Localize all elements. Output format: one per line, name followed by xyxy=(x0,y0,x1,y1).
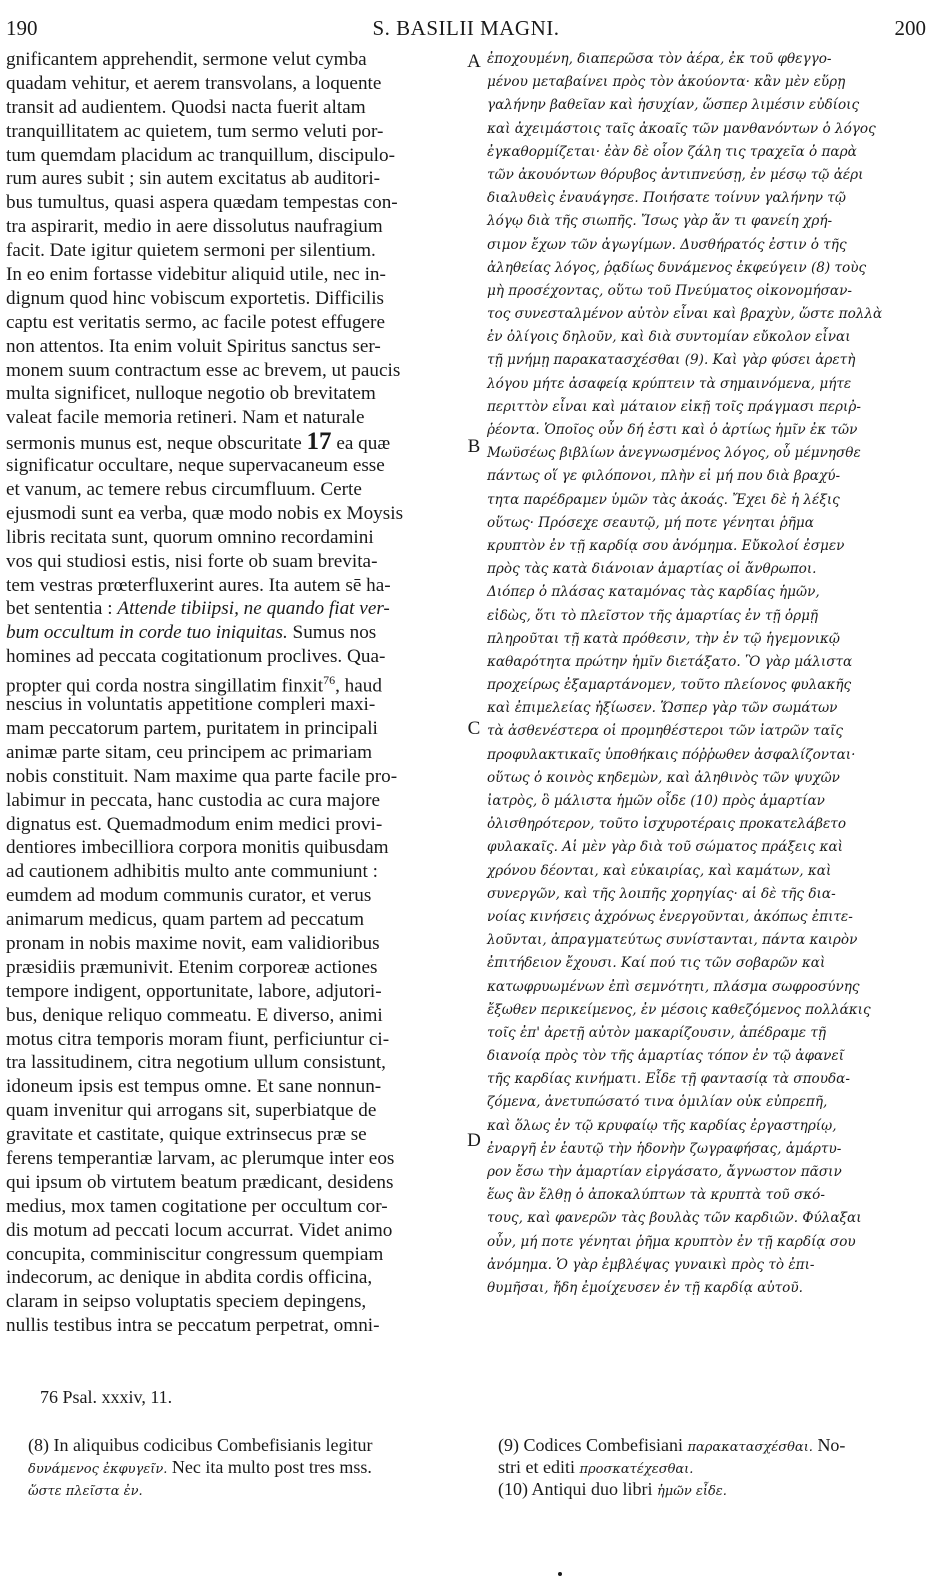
latin-line: dignatus est. Quemadmodum enim medici provi- xyxy=(6,813,383,835)
latin-text: , haud xyxy=(335,675,382,697)
latin-line xyxy=(6,430,462,454)
greek-line: καὶ ὅλως ἐν τῷ κρυφαίῳ τῆς καρδίας ἐργαστηρίῳ, xyxy=(487,1117,837,1134)
latin-line: quadam vehitur, et aerem transvolans, a loquente xyxy=(6,72,382,94)
greek-line: ἔξωθεν περικείμενος, ἐν μέσοις καθεζόμενος πολλάκις xyxy=(487,1001,871,1018)
latin-line: nullis testibus intra se peccatum perpetrat, omni- xyxy=(6,1315,380,1337)
greek-line: ἰατρὸς, ὃ μάλιστα ἡμῶν οἶδε (10) πρὸς ἁμαρτίαν xyxy=(487,793,825,809)
greek-line: μὴ προσέχοντας, οὕτω τοῦ Πνεύματος οἰκονομήσαν- xyxy=(487,282,852,299)
latin-text: bet sententia : xyxy=(6,598,118,620)
greek-line: ζόμενα, ἀνετυπώσατό τινα ὁμιλίαν οὐκ εὐπρεπῆ, xyxy=(487,1094,828,1111)
latin-line: ejusmodi sunt ea verba, quæ modo nobis ex Moysis xyxy=(6,502,404,524)
greek-line: πληροῦται τῇ κατὰ πρόθεσιν, τὴν ἐν τῷ ἡγεμονικῷ xyxy=(487,630,840,647)
greek-line: τῇ μνήμῃ παρακατασχέσθαι (9). Καὶ γὰρ φύσει ἀρετὴ xyxy=(487,352,856,369)
latin-text: propter qui corda nostra singillatim finxit xyxy=(6,675,324,697)
greek-line: περιττὸν εἶναι καὶ μάταιον εἰκῇ τοῖς πράγμασι περιῤ- xyxy=(487,398,861,415)
latin-line: gnificantem apprehendit, sermone velut cymba xyxy=(6,49,367,70)
footnote-10-line xyxy=(498,1478,918,1500)
latin-line: et vanum, ac temere rebus circumfluum. Certe xyxy=(6,479,362,501)
greek-line: ρον ἔσω τὴν ἁμαρτίαν εἰργάσατο, ἄγνωστον πᾶσιν xyxy=(487,1164,842,1180)
latin-line: vos qui studiosi estis, nisi forte ob suam brevita- xyxy=(6,550,378,572)
margin-letter-d: D xyxy=(467,1130,481,1151)
latin-line: libris recitata sunt, quorum omnino recordamini xyxy=(6,526,374,548)
latin-line: captu est veritatis sermo, ac facile potest effugere xyxy=(6,311,385,333)
greek-line: οὖν, μή ποτε γένηται ῥῆμα κρυπτὸν ἐν τῇ καρδίᾳ σου xyxy=(487,1233,856,1250)
latin-text: ea quæ xyxy=(331,433,391,455)
greek-line: γαλήνην βαθεῖαν καὶ ἡσυχίαν, ὥσπερ λιμέσιν εὐδίοις xyxy=(487,97,860,114)
latin-column xyxy=(6,48,462,1338)
latin-line: multa significet, nulloque negotio ob brevitatem xyxy=(6,383,376,405)
greek-line: καὶ ἐπιμελείας ἠξίωσεν. Ὥσπερ γὰρ τῶν σωμάτων xyxy=(487,700,838,717)
latin-line: tra lassitudinem, citra negotium ullum consistunt, xyxy=(6,1052,386,1074)
latin-line: ferens temperantiæ larvam, ac plerumque inter eos xyxy=(6,1147,395,1169)
greek-line: Διόπερ ὁ πλάσας καταμόνας τὰς καρδίας ἡμῶν, xyxy=(487,584,820,601)
latin-line: significatur occultare, neque supervacaneum esse xyxy=(6,455,385,477)
latin-line: dignum quod hinc vobiscum exportetis. Difficilis xyxy=(6,287,385,309)
greek-line: πάντως οἵ γε φιλόπονοι, πλὴν εἰ μή που διὰ βραχύ- xyxy=(487,468,841,485)
greek-line: πρὸς τὰς κατὰ διάνοιαν ἁμαρτίας οἱ ἄνθρωποι. xyxy=(487,561,817,578)
page-number-left: 190 xyxy=(6,16,38,40)
page-header xyxy=(6,16,926,42)
greek-line: τῆς καρδίας κινήματι. Εἶδε τῇ φαντασίᾳ τὰ σπουδα- xyxy=(487,1071,850,1088)
scripture-quote: bum occultum in corde tuo iniquitas. xyxy=(6,622,288,644)
latin-line: bus, denique reliquo commeatu. E diverso, animi xyxy=(6,1004,383,1026)
greek-line: ὀλισθηρότερον, τοῦτο ἰσχυροτέραις προκατελάβετο xyxy=(487,816,847,833)
greek-line: λόγου μήτε ἀσαφείᾳ κρύπτειν τὰ σημαινόμενα, μήτε xyxy=(487,375,852,392)
greek-line: θυμῆσαι, ἤδη ἐμοίχευσεν ἐν τῇ καρδίᾳ αὐτοῦ. xyxy=(487,1279,803,1296)
greek-line: ἀνόμημα. Ὁ γὰρ ἐμβλέψας γυναικὶ πρὸς τὸ ἐπι- xyxy=(487,1256,815,1273)
greek-line: ἐπιτήδειον ἔχουσι. Καί πού τις τῶν σοβαρῶν καὶ xyxy=(487,955,826,972)
latin-line: homines ad peccata cogitationum proclives. Qua- xyxy=(6,646,386,668)
latin-line: bus tumultus, quasi aspera quædam tempestas con- xyxy=(6,192,398,214)
latin-line: animæ parte sitam, ceu principem ac primariam xyxy=(6,741,373,763)
latin-line: tem vestras prœterfluxerint aures. Ita autem sē ha- xyxy=(6,574,391,596)
latin-line: non attentos. Ita enim voluit Spiritus sanctus ser- xyxy=(6,335,381,357)
greek-line: διανοίᾳ πρὸς τὸν τῆς ἁμαρτίας τόπον ἐν τῷ ἀφανεῖ xyxy=(487,1048,845,1065)
greek-line: ἀληθείας λόγος, ῥᾳδίως δυνάμενος ἐκφεύγειν (8) τοὺς xyxy=(487,259,867,276)
latin-line: rum aures subit ; sin autem excitatus ab auditori- xyxy=(6,168,381,190)
greek-line: λόγῳ διὰ τῆς σιωπῆς. Ἴσως γὰρ ἄν τι φανείη χρή- xyxy=(487,213,833,230)
greek-line: συνεργῶν, καὶ τῆς λοιπῆς χορηγίας· αἱ δὲ τῆς δια- xyxy=(487,885,836,902)
scripture-quote: Attende tibiipsi, ne quando fiat ver- xyxy=(117,598,390,620)
footnote-9-text-b: No- xyxy=(812,1435,846,1455)
footnote-8-text-2: Nec ita multo post tres mss. xyxy=(167,1457,372,1477)
latin-line: animarum medicus, quam partem ad peccatum xyxy=(6,909,365,931)
greek-line: ἐναργῆ ἐν ἑαυτῷ τὴν ἡδονὴν ζωγραφήσας, ἀμάρτυ- xyxy=(487,1140,842,1157)
latin-line: transit ad audientem. Quodsi nacta fuerit altam xyxy=(6,96,366,118)
greek-line: προχείρως ἐξαμαρτάνομεν, τοῦτο πλείονος φυλακῆς xyxy=(487,677,852,694)
greek-line: ἐν ὀλίγοις δηλοῦν, καὶ διὰ συντομίαν εὔκολον εἶναι xyxy=(487,329,851,346)
page-number-right: 200 xyxy=(894,16,926,40)
footnote-76 xyxy=(40,1386,172,1408)
footnote-9-10 xyxy=(498,1434,918,1500)
greek-line: τοῖς ἐπ' ἀρετῇ αὐτὸν μακαρίζουσιν, ἀπέδραμε τῇ xyxy=(487,1024,827,1041)
footnote-8-text-1: (8) In aliquibus codicibus Combefisianis legitur xyxy=(28,1435,373,1455)
latin-line: dentiores imbecilliora corpora monitis quibusdam xyxy=(6,837,389,859)
margin-letter-b: B xyxy=(467,436,481,457)
greek-line: ἐγκαθορμίζεται· ἐὰν δὲ οἷον ζάλη τις τραχεῖα ὁ παρὰ xyxy=(487,143,857,160)
latin-line: idoneum ipsis est tempus omne. Et sane nonnun- xyxy=(6,1076,382,1098)
footnote-8-line-3 xyxy=(28,1478,468,1500)
running-title: S. BASILII MAGNI. xyxy=(372,16,560,40)
greek-line: διαλυθεὶς ἐναυάγησε. Ποιήσατε τοίνυν γαλήνην τῷ xyxy=(487,190,846,207)
greek-line: χρόνου δέονται, καὶ εὐκαιρίας, καὶ καμάτων, καὶ xyxy=(487,862,832,879)
footnote-9-line-2 xyxy=(498,1456,918,1478)
latin-line: In eo enim fortasse videbitur aliquid utile, nec in- xyxy=(6,264,386,286)
latin-line: concupita, comminiscitur congressum quempiam xyxy=(6,1243,384,1265)
footnote-9-text-c: stri et editi xyxy=(498,1457,580,1477)
latin-line xyxy=(6,669,462,697)
greek-line: νοίας κινήσεις ἀχρόνως ἐνεργοῦνται, ἀκόπως ἐπιτε- xyxy=(487,908,853,925)
latin-line: tempore indigent, opportunitate, labore, adjutori- xyxy=(6,980,382,1002)
footnote-8-greek-1: δυνάμενος ἐκφυγεῖν. xyxy=(28,1462,168,1477)
latin-line: mam peccatorum partem, puritatem in principali xyxy=(6,717,378,739)
latin-text: sermonis munus est, neque obscuritate xyxy=(6,433,307,455)
greek-line: καὶ ἀχειμάστοις ταῖς ἀκοαῖς τῶν μανθανόντων ὁ λόγος xyxy=(487,120,876,137)
greek-line: εἰδὼς, ὅτι τὸ πλεῖστον τῆς ἁμαρτίας ἐν τῇ ὁρμῇ xyxy=(487,607,819,624)
footnote-9-text-a: (9) Codices Combefisiani xyxy=(498,1435,688,1455)
greek-line: τος συνεσταλμένον αὐτὸν εἶναι καὶ βραχὺν, ὥστε πολλὰ xyxy=(487,306,883,323)
greek-line: ἕως ἂν ἔλθῃ ὁ ἀποκαλύπτων τὰ κρυπτὰ τοῦ σκό- xyxy=(487,1187,825,1204)
footnote-8-greek-2: ὥστε πλεῖστα ἐν. xyxy=(28,1484,143,1499)
latin-line xyxy=(6,621,462,645)
greek-line: τὰ ἀσθενέστερα οἱ προμηθέστεροι τῶν ἰατρῶν ταῖς xyxy=(487,723,843,740)
footnote-10-greek: ἡμῶν εἶδε. xyxy=(657,1484,727,1499)
latin-text: Sumus nos xyxy=(287,622,377,644)
greek-line: σιμον ἔχων τῶν ἀγωγίμων. Δυσθήρατός ἐστιν ὁ τῆς xyxy=(487,236,847,253)
latin-line: valeat facile memoria retineri. Nam et naturale xyxy=(6,407,365,429)
latin-line: facit. Date igitur quietem sermoni per silentium. xyxy=(6,240,376,262)
latin-line: labimur in peccata, hanc custodia ac cura majore xyxy=(6,789,380,811)
latin-line: indecorum, ac denique in abdita cordis officina, xyxy=(6,1267,373,1289)
column-number: 17 xyxy=(306,428,332,456)
greek-column xyxy=(487,48,921,1300)
greek-line: τους, καὶ φανερῶν τὰς βουλὰς τῶν καρδιῶν. Φύλαξαι xyxy=(487,1210,862,1227)
latin-line: eumdem ad modum communis curator, et verus xyxy=(6,885,372,907)
latin-line: nobis constituit. Nam maxime qua parte facile pro- xyxy=(6,765,398,787)
latin-line: quam invenitur qui arrogans sit, superbiatque de xyxy=(6,1100,377,1122)
latin-line: tra aspirarit, medio in aere dissolutus naufragium xyxy=(6,216,383,238)
greek-line: Μωϋσέως βιβλίων ἀνεγνωσμένος λόγος, οὗ μέμνησθε xyxy=(487,445,861,462)
footnote-9-greek: παρακατασχέσθαι. xyxy=(687,1440,813,1455)
latin-line: pronam in nobis maxime novit, eam validioribus xyxy=(6,932,380,954)
footnote-8-line-1 xyxy=(28,1434,468,1456)
latin-line xyxy=(6,597,462,621)
greek-line: φυλακαῖς. Αἱ μὲν γὰρ διὰ τοῦ σώματος πράξεις καὶ xyxy=(487,839,843,856)
latin-line: ad cautionem adhibitis multo ante communiunt : xyxy=(6,861,378,883)
greek-line: προφυλακτικαῖς ὑποθήκαις πόῤῥωθεν ἀσφαλίζονται· xyxy=(487,746,856,763)
latin-line: claram in seipso voluptatis speciem depingens, xyxy=(6,1291,367,1313)
page-speck xyxy=(558,1572,562,1576)
latin-line: tum quemdam placidum ac tranquillum, discipulo- xyxy=(6,144,395,166)
latin-line: dis motum ad peccati locum accurrat. Videt animo xyxy=(6,1219,393,1241)
latin-line: præsidiis præmunivit. Etenim corporeæ actiones xyxy=(6,956,378,978)
greek-line: ἐποχουμένη, διαπερῶσα τὸν ἀέρα, ἐκ τοῦ φθεγγο- xyxy=(487,51,832,67)
latin-line: medius, mox tamen cogitatione per occultum cor- xyxy=(6,1195,388,1217)
footnote-8 xyxy=(28,1434,468,1500)
latin-line: monem suum contractum esse ac brevem, ut paucis xyxy=(6,359,401,381)
greek-line: λοῦνται, ἀπραγματεύτως συνίστανται, πάντα καιρὸν xyxy=(487,932,858,949)
footnote-10-text: (10) Antiqui duo libri xyxy=(498,1479,657,1499)
greek-line: καθαρότητα πρώτην ἡμῖν διετάξατο. Ὃ γὰρ μάλιστα xyxy=(487,653,853,670)
latin-line: nescius in voluntatis appetitione compleri maxi- xyxy=(6,694,376,716)
latin-line: qui ipsum ob virtutem beatum prædicant, desidens xyxy=(6,1171,394,1193)
greek-line: μένου μεταβαίνει πρὸς τὸν ἀκούοντα· κἂν μὲν εὕρῃ xyxy=(487,74,846,91)
greek-line: τῶν ἀκουόντων θόρυβος ἀντιπνεύσῃ, ἐν μέσῳ τῷ ἀέρι xyxy=(487,166,864,183)
greek-line: κατωφρυωμένων ἐπὶ σεμνότητι, πλάσμα σωφροσύνης xyxy=(487,978,860,995)
footnote-8-line-2 xyxy=(28,1456,468,1478)
greek-line: ῥέοντα. Ὁποῖος οὖν δή ἐστι καὶ ὁ ἀρτίως ἡμῖν ἐκ τῶν xyxy=(487,422,858,438)
footnote-ref: 76 xyxy=(323,673,336,688)
latin-line: tranquillitatem ac quietem, tum sermo veluti por- xyxy=(6,120,384,142)
greek-line: οὕτως· Πρόσεχε σεαυτῷ, μή ποτε γένηται ῥῆμα xyxy=(487,514,814,531)
greek-line: τητα παρέδραμεν ὑμῶν τὰς ἀκοάς. Ἔχει δὲ ἡ λέξις xyxy=(487,491,840,508)
greek-line: κρυπτὸν ἐν τῇ καρδίᾳ σου ἀνόμημα. Εὔκολοί ἐσμεν xyxy=(487,537,845,554)
margin-letter-c: C xyxy=(467,718,481,739)
footnote-9-line-1 xyxy=(498,1434,918,1456)
latin-line: gravitate et castitate, quique extrinsecus præ se xyxy=(6,1124,367,1146)
greek-line: οὕτως ὁ κοινὸς κηδεμὼν, καὶ ἀληθινὸς τῶν ψυχῶν xyxy=(487,769,840,786)
footnote-76-text: 76 Psal. xxxiv, 11. xyxy=(40,1387,173,1407)
margin-letter-a: A xyxy=(467,51,481,72)
footnote-9-greek-2: προσκατέχεσθαι. xyxy=(579,1462,694,1477)
latin-line: motus citra temporis moram fiunt, perficiuntur ci- xyxy=(6,1028,390,1050)
